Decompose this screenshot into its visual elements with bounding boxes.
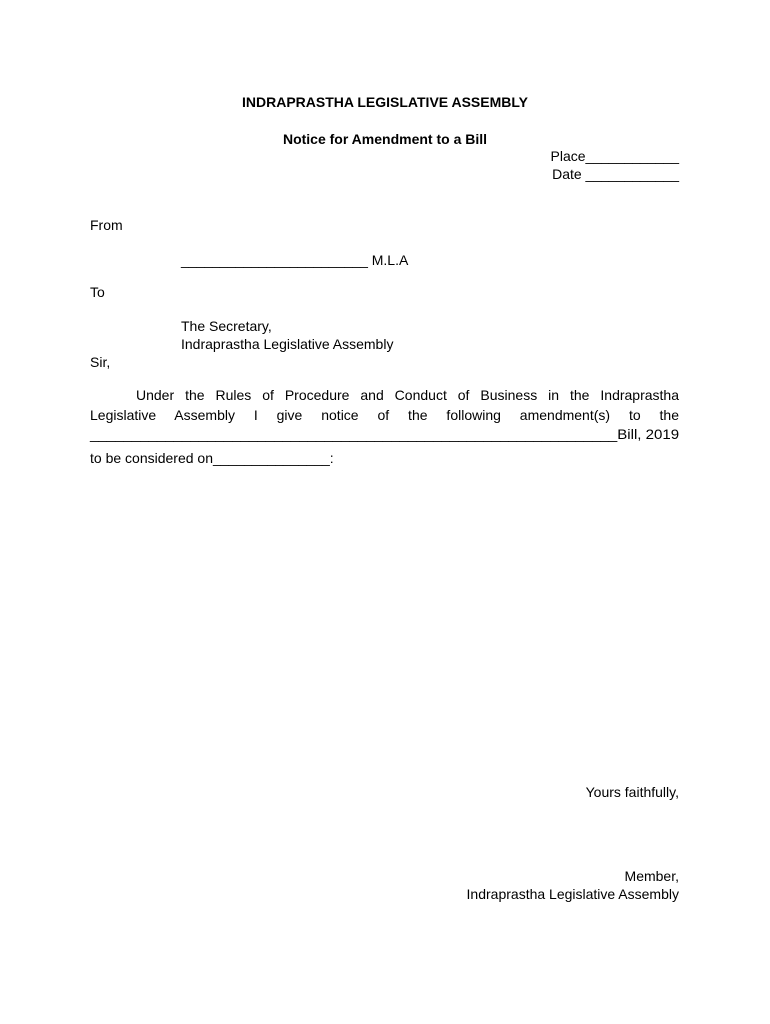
- closing-assembly: Indraprastha Legislative Assembly: [466, 886, 679, 902]
- mla-line: ________________________ M.L.A: [181, 252, 409, 268]
- to-label: To: [90, 284, 105, 300]
- closing-yours-faithfully: Yours faithfully,: [585, 784, 679, 800]
- date-line: Date ____________: [552, 166, 679, 182]
- document-title: INDRAPRASTHA LEGISLATIVE ASSEMBLY: [242, 94, 528, 110]
- body-line-3: _______________________________________________________________Bill, 2019: [90, 426, 680, 442]
- body-line-4: to be considered on_______________:: [90, 450, 334, 466]
- place-line: Place____________: [550, 148, 679, 164]
- recipient-line-assembly: Indraprastha Legislative Assembly: [181, 336, 394, 352]
- body-line-2: Legislative Assembly I give notice of the following amendment(s) to the: [90, 407, 679, 423]
- closing-member: Member,: [624, 868, 679, 884]
- document-subtitle: Notice for Amendment to a Bill: [282, 131, 488, 147]
- recipient-line-secretary: The Secretary,: [181, 318, 272, 334]
- salutation: Sir,: [90, 354, 111, 370]
- body-line-1: Under the Rules of Procedure and Conduct of Business in the Indraprastha: [136, 387, 679, 403]
- from-label: From: [90, 217, 123, 233]
